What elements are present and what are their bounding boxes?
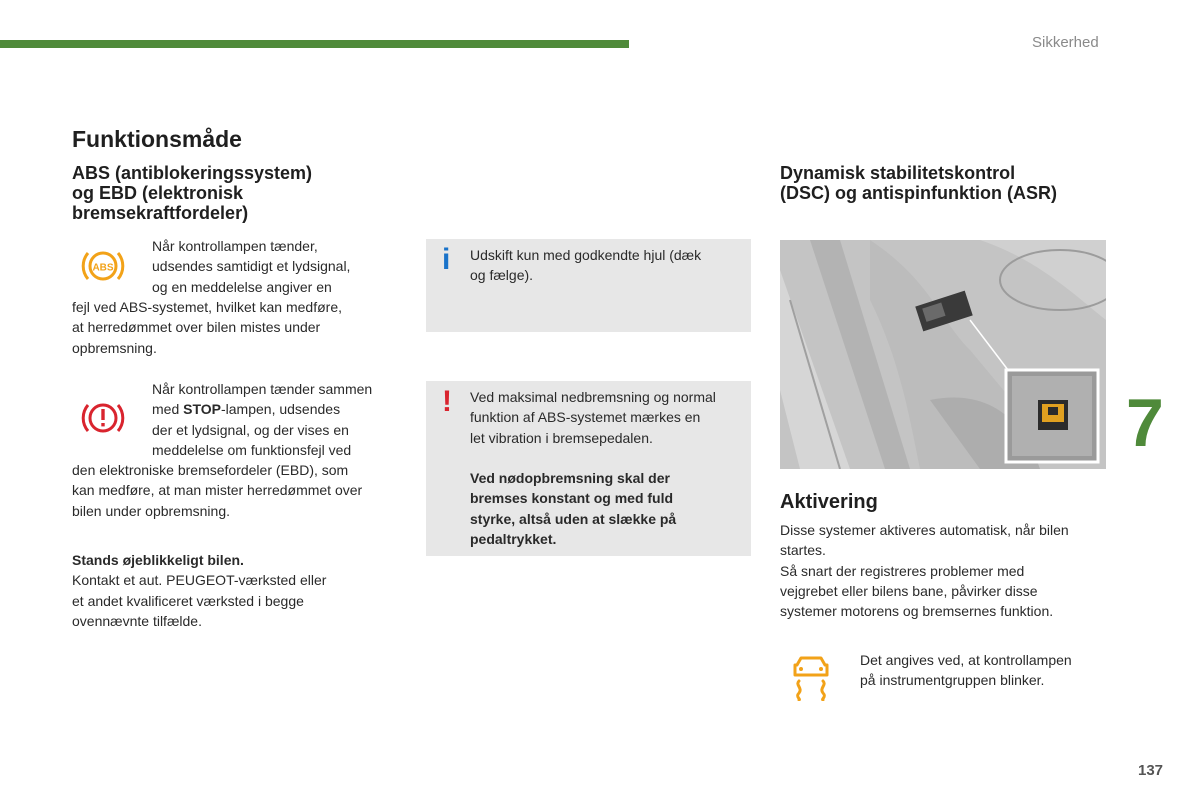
abs-warning-lamp-icon	[80, 244, 126, 288]
abs-heading: ABS (antiblokeringssystem) og EBD (elektronisk bremsekraftfordeler)	[72, 163, 313, 223]
warning-exclamation-icon: !	[442, 385, 452, 418]
ebd-paragraph-part1: Når kontrollampen tænder sammen med STOP-lampen, udsendes der et lydsignal, og der vises en meddelelse om funktionsfejl ved	[152, 381, 373, 458]
stop-instruction: Stands øjeblikkeligt bilen. Kontakt et aut. PEUGEOT-værksted eller et andet kvalificeret værksted i begge ovennævnte tilfælde.	[72, 552, 327, 629]
dsc-asr-warning-lamp-icon	[788, 655, 834, 701]
warning-box	[426, 381, 751, 556]
dsc-heading: Dynamisk stabilitetskontrol (DSC) og antispinfunktion (ASR)	[780, 163, 1057, 203]
abs-paragraph-part1: Når kontrollampen tænder, udsendes samtidigt et lydsignal, og en meddelelse angiver en	[152, 238, 351, 295]
abs-lamp-label: ABS	[92, 262, 114, 274]
chapter-number: 7	[1126, 385, 1164, 461]
page-number: 137	[1138, 762, 1164, 779]
info-box	[426, 239, 751, 332]
info-box-text: Udskift kun med godkendte hjul (dæk og fælge).	[470, 247, 702, 284]
activation-paragraph: Disse systemer aktiveres automatisk, når bilen startes. Så snart der registreres problemer med vejgrebet eller bilens bane, påvirker disse systemer motorens og bremsernes funktion.	[780, 522, 1069, 620]
activation-heading: Aktivering	[780, 491, 878, 513]
brake-warning-lamp-icon	[80, 396, 126, 440]
page-title: Funktionsmåde	[72, 126, 242, 152]
header-accent-bar	[0, 40, 629, 48]
dsc-lamp-text: Det angives ved, at kontrollampen på instrumentgruppen blinker.	[860, 652, 1072, 689]
abs-paragraph-part2: fejl ved ABS-systemet, hvilket kan medføre, at herredømmet over bilen mistes under opbremsning.	[72, 299, 342, 356]
dashboard-switch-photo	[780, 240, 1106, 469]
info-icon: i	[442, 243, 451, 276]
warning-box-text: Ved maksimal nedbremsning og normal funktion af ABS-systemet mærkes en let vibration i bremsepedalen.	[470, 389, 716, 446]
section-title: Sikkerhed	[1032, 34, 1099, 51]
warning-box-bold-text: Ved nødopbremsning skal der bremses konstant og med fuld styrke, altså uden at slække på pedaltrykket.	[470, 470, 677, 547]
ebd-paragraph-part2: den elektroniske bremsefordeler (EBD), som kan medføre, at man mister herredømmet over bilen under opbremsning.	[72, 462, 363, 519]
